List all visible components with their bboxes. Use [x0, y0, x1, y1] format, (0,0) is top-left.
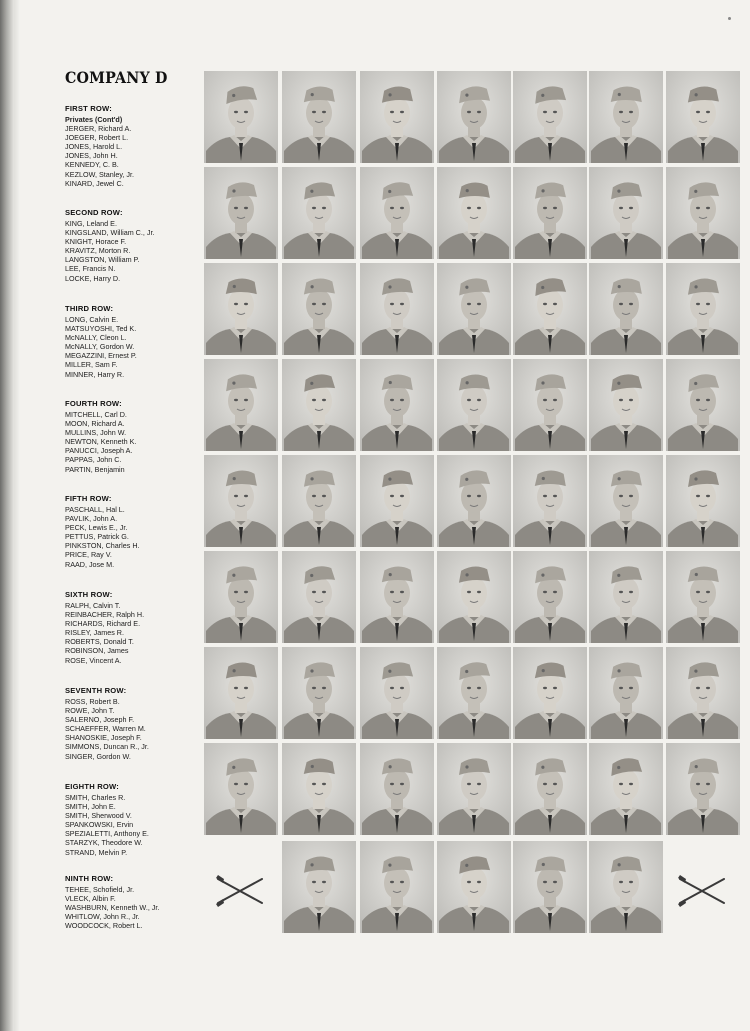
- portrait-photo: [589, 455, 663, 547]
- roster-name: VLECK, Albin F.: [65, 894, 116, 904]
- portrait-photo: [437, 71, 511, 163]
- roster-name: ROWE, John T.: [65, 706, 115, 716]
- portrait-photo: [437, 167, 511, 259]
- portrait-photo: [360, 743, 434, 835]
- roster-name: SINGER, Gordon W.: [65, 751, 131, 761]
- portrait-photo: [513, 647, 587, 739]
- roster-name: PETTUS, Patrick G.: [65, 532, 129, 542]
- roster-name: SPEZIALETTI, Anthony E.: [65, 829, 149, 839]
- portrait-photo: [360, 359, 434, 451]
- row-block-2: [65, 208, 205, 283]
- roster-name: MILLER, Sam F.: [65, 360, 118, 370]
- portrait-photo: [666, 359, 740, 451]
- roster-name: LONG, Calvin E.: [65, 315, 119, 324]
- portrait-photo: [666, 551, 740, 643]
- portrait-photo: [204, 263, 278, 355]
- portrait-photo: [589, 263, 663, 355]
- portrait-photo: [437, 263, 511, 355]
- portrait-photo: [282, 263, 356, 355]
- roster-name: KING, Leland E.: [65, 219, 117, 228]
- crossed-rifles-icon: [666, 841, 740, 933]
- roster-name: RAAD, Jose M.: [65, 559, 115, 569]
- portrait-photo: [437, 841, 511, 933]
- roster-name: McNALLY, Gordon W.: [65, 342, 135, 352]
- portrait-photo: [360, 167, 434, 259]
- roster-name: LOCKE, Harry D.: [65, 273, 121, 283]
- roster-name: WHITLOW, John R., Jr.: [65, 912, 140, 922]
- roster-name: MATSUYOSHI, Ted K.: [65, 324, 137, 334]
- roster-name: RISLEY, James R.: [65, 628, 124, 638]
- portrait-photo: [360, 71, 434, 163]
- portrait-photo: [360, 841, 434, 933]
- row-block-5: [65, 494, 205, 569]
- roster-name: PAPPAS, John C.: [65, 455, 122, 465]
- roster-name: STARZYK, Theodore W.: [65, 838, 143, 848]
- roster-name: KINGSLAND, William C., Jr.: [65, 228, 155, 238]
- row-block-4: [65, 399, 205, 474]
- company-title: COMPANY D: [65, 68, 168, 87]
- portrait-photo: [437, 551, 511, 643]
- roster-name: ROBINSON, James: [65, 646, 129, 656]
- portrait-photo: [360, 455, 434, 547]
- roster-column: [65, 68, 200, 931]
- portrait-photo: [204, 359, 278, 451]
- roster-name: PINKSTON, Charles H.: [65, 541, 140, 551]
- portrait-photo: [666, 647, 740, 739]
- portrait-photo: [513, 71, 587, 163]
- portrait-photo: [666, 71, 740, 163]
- portrait-photo: [666, 263, 740, 355]
- portrait-photo: [589, 551, 663, 643]
- page-binding-gradient: [14, 0, 20, 1031]
- portrait-photo: [204, 455, 278, 547]
- row-block-8: [65, 782, 205, 857]
- roster-name: ROSS, Robert B.: [65, 697, 120, 706]
- roster-name: REINBACHER, Ralph H.: [65, 610, 145, 620]
- row-heading: EIGHTH ROW:: [65, 782, 119, 791]
- row-subheading: Privates (Cont'd): [65, 115, 123, 124]
- row-heading: SIXTH ROW:: [65, 590, 113, 599]
- roster-name: ROSE, Vincent A.: [65, 655, 122, 665]
- roster-name: NEWTON, Kenneth K.: [65, 437, 137, 447]
- portrait-photo: [437, 359, 511, 451]
- roster-name: LANGSTON, William P.: [65, 255, 140, 265]
- roster-name: KRAVITZ, Morton R.: [65, 246, 131, 256]
- portrait-photo: [589, 71, 663, 163]
- roster-name: MOON, Richard A.: [65, 419, 125, 429]
- roster-name: SMITH, Sherwood V.: [65, 811, 132, 821]
- row-block-7: [65, 686, 205, 761]
- roster-name: SPANKOWSKI, Ervin: [65, 820, 134, 830]
- roster-name: LEE, Francis N.: [65, 264, 116, 274]
- portrait-photo: [282, 647, 356, 739]
- portrait-photo: [204, 71, 278, 163]
- roster-name: MINNER, Harry R.: [65, 369, 125, 379]
- portrait-photo: [437, 455, 511, 547]
- corner-mark: [728, 17, 731, 20]
- portrait-photo: [437, 743, 511, 835]
- row-heading: FOURTH ROW:: [65, 399, 122, 408]
- portrait-photo: [282, 167, 356, 259]
- portrait-photo: [282, 841, 356, 933]
- row-heading: FIFTH ROW:: [65, 494, 112, 503]
- portrait-photo: [513, 263, 587, 355]
- portrait-photo: [513, 743, 587, 835]
- portrait-photo: [513, 551, 587, 643]
- portrait-photo: [589, 647, 663, 739]
- portrait-photo: [589, 359, 663, 451]
- roster-name: JOEGER, Robert L.: [65, 133, 129, 143]
- roster-name: PARTIN, Benjamin: [65, 464, 125, 474]
- roster-name: KEZLOW, Stanley, Jr.: [65, 169, 134, 179]
- portrait-photo: [666, 743, 740, 835]
- row-block-9: [65, 874, 205, 930]
- portrait-photo: [360, 263, 434, 355]
- portrait-photo: [360, 551, 434, 643]
- portrait-photo: [437, 647, 511, 739]
- roster-name: MITCHELL, Carl D.: [65, 410, 127, 419]
- portrait-photo: [282, 743, 356, 835]
- roster-name: PAVLIK, John A.: [65, 514, 118, 524]
- portrait-photo: [282, 455, 356, 547]
- roster-name: McNALLY, Cleon L.: [65, 333, 127, 343]
- roster-name: KNIGHT, Horace F.: [65, 237, 127, 247]
- portrait-photo: [513, 841, 587, 933]
- page-binding-shadow: [0, 0, 14, 1031]
- roster-name: RICHARDS, Richard E.: [65, 619, 141, 629]
- portrait-photo: [282, 71, 356, 163]
- roster-name: WOODCOCK, Robert L.: [65, 921, 143, 931]
- crossed-rifles-icon: [204, 841, 278, 933]
- portrait-photo: [513, 167, 587, 259]
- portrait-photo: [204, 551, 278, 643]
- roster-name: SMITH, John E.: [65, 802, 116, 812]
- row-heading: NINTH ROW:: [65, 874, 114, 883]
- roster-name: KENNEDY, C. B.: [65, 160, 119, 170]
- roster-name: PECK, Lewis E., Jr.: [65, 523, 128, 533]
- portrait-photo: [360, 647, 434, 739]
- portrait-photo: [513, 455, 587, 547]
- portrait-photo: [204, 647, 278, 739]
- portrait-grid: [201, 71, 738, 938]
- roster-name: SHANOSKIE, Joseph F.: [65, 733, 142, 743]
- roster-name: PASCHALL, Hal L.: [65, 505, 125, 514]
- row-heading: SECOND ROW:: [65, 208, 123, 217]
- roster-name: STRAND, Melvin P.: [65, 847, 128, 857]
- roster-name: JERGER, Richard A.: [65, 124, 132, 134]
- portrait-photo: [204, 743, 278, 835]
- roster-name: JONES, Harold L.: [65, 142, 123, 152]
- portrait-photo: [589, 743, 663, 835]
- roster-name: SMITH, Charles R.: [65, 793, 126, 802]
- roster-name: WASHBURN, Kenneth W., Jr.: [65, 903, 160, 913]
- roster-name: SCHAEFFER, Warren M.: [65, 724, 146, 734]
- roster-name: MEGAZZINI, Ernest P.: [65, 351, 137, 361]
- row-heading: SEVENTH ROW:: [65, 686, 127, 695]
- row-block-1: [65, 104, 205, 188]
- portrait-photo: [666, 167, 740, 259]
- portrait-photo: [589, 167, 663, 259]
- roster-name: JONES, John H.: [65, 151, 118, 161]
- roster-name: TEHEE, Schofield, Jr.: [65, 885, 135, 894]
- row-heading: THIRD ROW:: [65, 304, 114, 313]
- row-block-6: [65, 590, 205, 665]
- roster-name: ROBERTS, Donald T.: [65, 637, 134, 647]
- roster-name: PRICE, Ray V.: [65, 550, 112, 560]
- roster-name: RALPH, Calvin T.: [65, 601, 121, 610]
- row-block-3: [65, 304, 205, 379]
- roster-name: SIMMONS, Duncan R., Jr.: [65, 742, 149, 752]
- portrait-photo: [513, 359, 587, 451]
- portrait-photo: [204, 167, 278, 259]
- row-heading: FIRST ROW:: [65, 104, 112, 113]
- roster-name: MULLINS, John W.: [65, 428, 127, 438]
- portrait-photo: [666, 455, 740, 547]
- roster-name: KINARD, Jewel C.: [65, 178, 124, 188]
- roster-name: SALERNO, Joseph F.: [65, 715, 135, 725]
- portrait-photo: [589, 841, 663, 933]
- portrait-photo: [282, 551, 356, 643]
- portrait-photo: [282, 359, 356, 451]
- roster-name: PANUCCI, Joseph A.: [65, 446, 133, 456]
